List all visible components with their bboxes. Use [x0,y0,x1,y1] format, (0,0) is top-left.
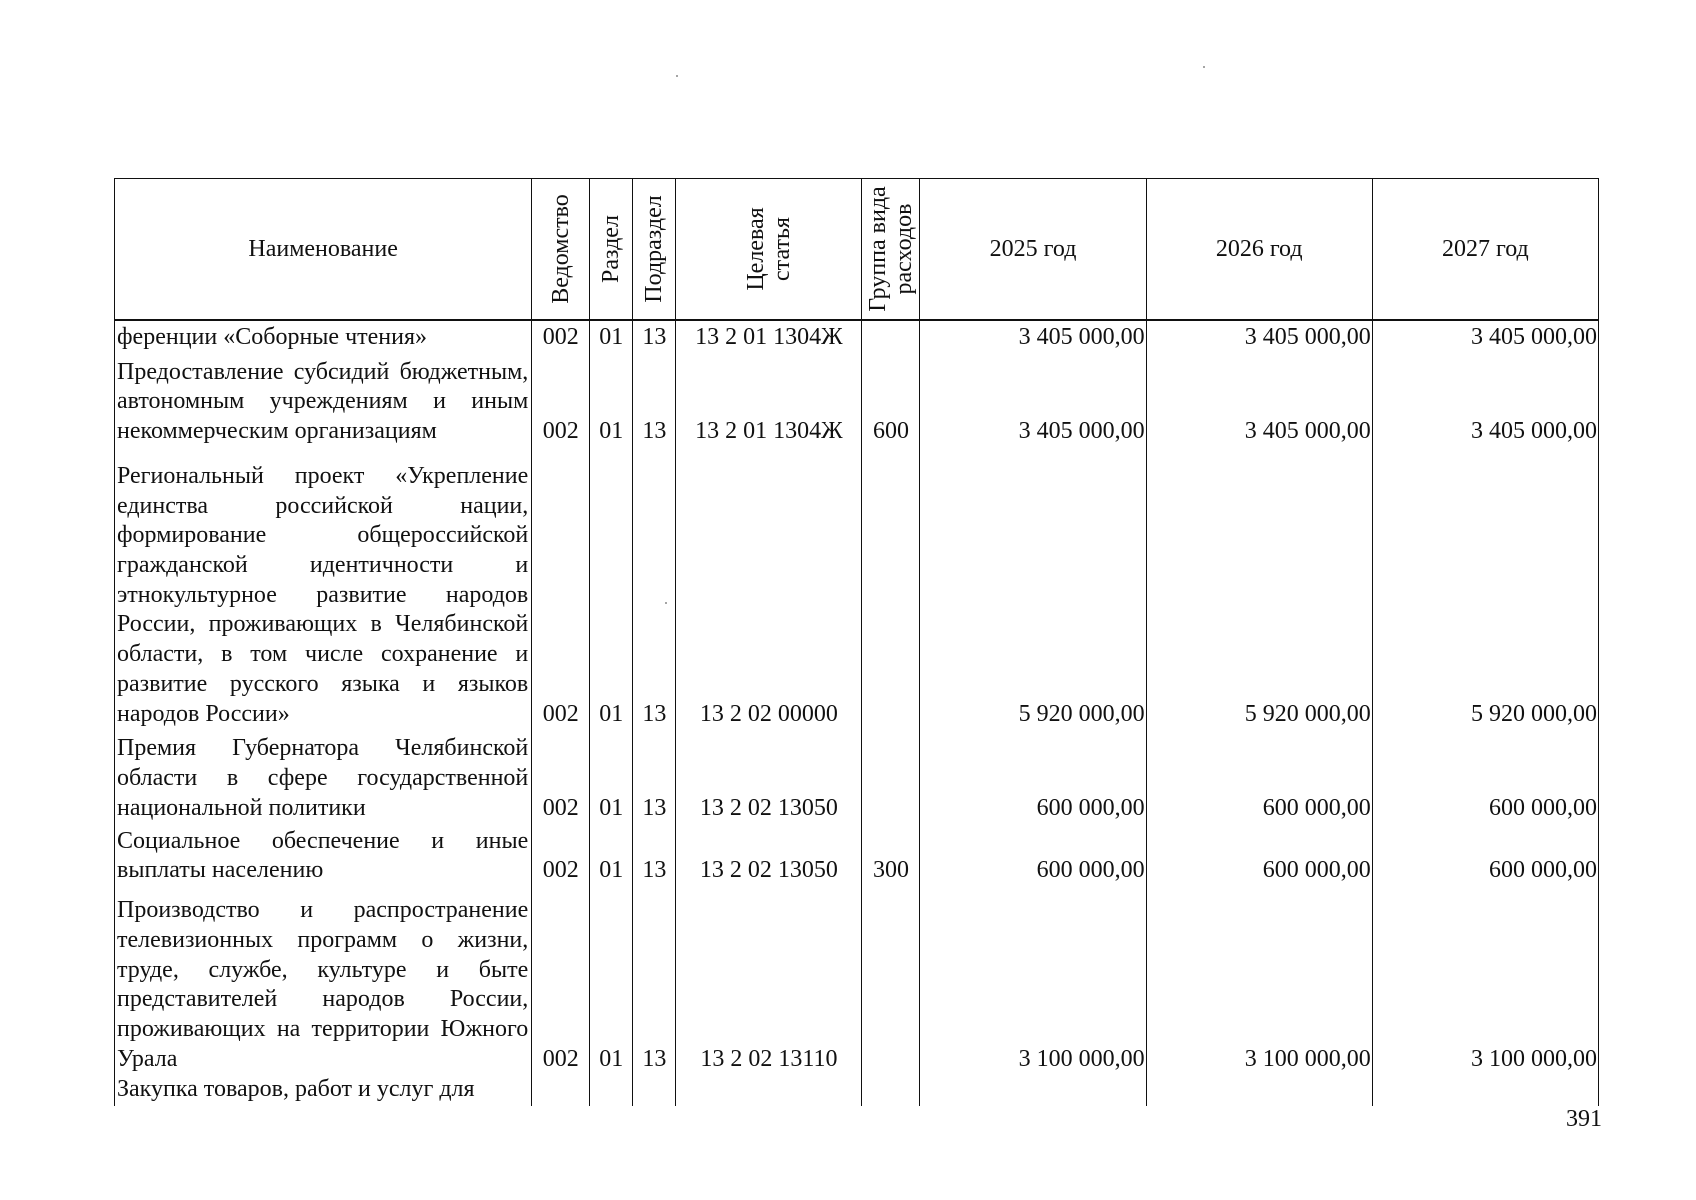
row-razdel: 01 [590,447,633,730]
row-2027: 3 100 000,00 [1372,886,1598,1074]
header-razdel-label: Раздел [598,215,625,283]
header-vedomstvo-label: Ведомство [547,194,574,304]
row-2027: 600 000,00 [1372,823,1598,886]
row-celevaya-statya: 13 2 02 13110 [676,886,862,1074]
row-2026: 600 000,00 [1146,729,1372,823]
row-2027: 3 405 000,00 [1372,352,1598,446]
row-gruppa: 600 [862,352,920,446]
row-2026: 3 405 000,00 [1146,352,1372,446]
row-podrazdel: 13 [633,729,676,823]
row-podrazdel: 13 [633,447,676,730]
row-podrazdel: 13 [633,886,676,1074]
row-2025: 5 920 000,00 [920,447,1146,730]
row-vedomstvo: 002 [532,447,590,730]
header-celevaya-line2: статья [768,217,795,281]
table-row [115,447,1599,730]
row-razdel: 01 [590,729,633,823]
row-vedomstvo: 002 [532,320,590,352]
row-podrazdel: 13 [633,320,676,352]
header-gruppa-vida-rashodov [862,179,920,321]
scan-speck [676,75,678,77]
row-gruppa [862,320,920,352]
row-2027: 5 920 000,00 [1372,447,1598,730]
row-2026 [1146,1075,1372,1106]
row-celevaya-statya: 13 2 01 1304Ж [676,352,862,446]
row-name: Социальное обеспечение и иные выплаты населению [115,823,532,886]
row-2025 [920,1075,1146,1106]
table-row [115,320,1599,352]
row-vedomstvo: 002 [532,823,590,886]
page-number: 391 [1566,1106,1602,1132]
row-razdel: 01 [590,823,633,886]
row-razdel: 01 [590,886,633,1074]
row-2025: 3 405 000,00 [920,320,1146,352]
header-celevaya-label [743,207,795,290]
row-2025: 3 405 000,00 [920,352,1146,446]
row-2025: 600 000,00 [920,729,1146,823]
row-gruppa: 300 [862,823,920,886]
row-podrazdel: 13 [633,352,676,446]
row-podrazdel: 13 [633,823,676,886]
header-2027: 2027 год [1372,179,1598,321]
row-gruppa [862,447,920,730]
row-razdel [590,1075,633,1106]
row-celevaya-statya: 13 2 02 00000 [676,447,862,730]
header-celevaya-line1: Целевая [742,207,769,291]
header-gruppa-line2: расходов [890,203,917,295]
row-2025: 3 100 000,00 [920,886,1146,1074]
row-celevaya-statya: 13 2 01 1304Ж [676,320,862,352]
header-podrazdel [633,179,676,321]
row-2026: 3 100 000,00 [1146,886,1372,1074]
row-podrazdel [633,1075,676,1106]
row-razdel: 01 [590,352,633,446]
row-2027: 3 405 000,00 [1372,320,1598,352]
header-celevaya-statya [676,179,862,321]
row-name: ференции «Соборные чтения» [115,320,532,352]
row-gruppa [862,1075,920,1106]
header-name: Наименование [115,179,532,321]
row-2025: 600 000,00 [920,823,1146,886]
row-vedomstvo [532,1075,590,1106]
row-2026: 5 920 000,00 [1146,447,1372,730]
row-name: Премия Губернатора Челябинской области в сфере государственной национальной политики [115,729,532,823]
row-name: Закупка товаров, работ и услуг для [115,1075,532,1106]
table-row [115,729,1599,823]
header-razdel [590,179,633,321]
table-row [115,823,1599,886]
row-name: Региональный проект «Укрепление единства российской нации, формирование общероссийской гражданской идентичности и этнокультурное развитие народов России, проживающих в Челябинской области, в том числе сохранение и развитие русского языка и языков народов России» [115,447,532,730]
row-name: Предоставление субсидий бюджетным, автономным учреждениям и иным некоммерческим организациям [115,352,532,446]
header-vedomstvo [532,179,590,321]
table-row [115,886,1599,1074]
row-celevaya-statya: 13 2 02 13050 [676,729,862,823]
row-2026: 600 000,00 [1146,823,1372,886]
header-gruppa-line1: Группа вида [864,186,891,312]
header-podrazdel-label: Подраздел [641,195,668,303]
budget-table [114,178,1599,1106]
scan-speck [665,602,667,604]
row-gruppa [862,729,920,823]
table-row [115,352,1599,446]
row-2027: 600 000,00 [1372,729,1598,823]
row-vedomstvo: 002 [532,886,590,1074]
row-2026: 3 405 000,00 [1146,320,1372,352]
header-2026: 2026 год [1146,179,1372,321]
row-name: Производство и распространение телевизионных программ о жизни, труде, службе, культуре и быте представителей народов России, проживающих на территории Южного Урала [115,886,532,1074]
row-vedomstvo: 002 [532,729,590,823]
header-gruppa-label [865,186,917,311]
row-celevaya-statya: 13 2 02 13050 [676,823,862,886]
row-celevaya-statya [676,1075,862,1106]
row-razdel: 01 [590,320,633,352]
header-2025: 2025 год [920,179,1146,321]
scan-speck [1203,66,1205,68]
row-gruppa [862,886,920,1074]
row-2027 [1372,1075,1598,1106]
table-row [115,1075,1599,1106]
row-vedomstvo: 002 [532,352,590,446]
table-header-row [115,179,1599,321]
